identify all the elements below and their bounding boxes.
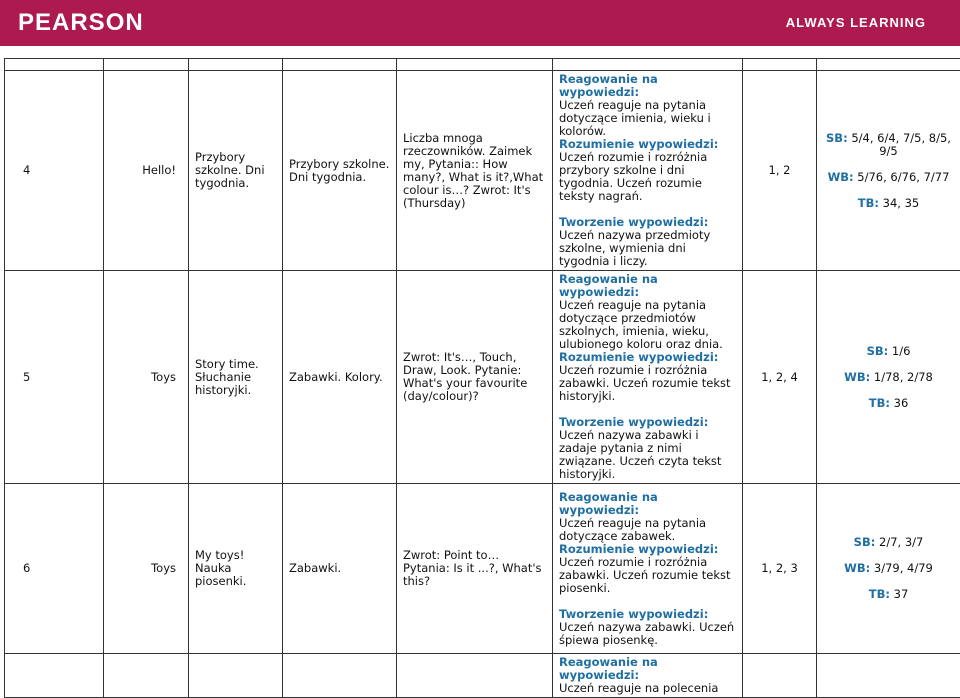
lesson-title: Toys	[104, 271, 189, 484]
requirement-label: Rozumienie wypowiedzi:	[559, 351, 736, 364]
requirement-label: Reagowanie na wypowiedzi:	[559, 656, 736, 682]
lesson-topic: My toys! Nauka piosenki.	[189, 484, 283, 654]
lesson-vocabulary: Zabawki. Kolory.	[283, 271, 397, 484]
lesson-requirements	[553, 484, 743, 654]
lesson-plan-table	[4, 58, 960, 698]
lesson-vocabulary: Zabawki.	[283, 484, 397, 654]
header-tagline: ALWAYS LEARNING	[786, 15, 926, 31]
requirement-label: Tworzenie wypowiedzi:	[559, 607, 708, 621]
requirement-text: Uczeń reaguje na pytania dotyczące zabawek.	[559, 517, 736, 543]
tb-pages: 37	[894, 587, 909, 601]
requirement-label: Tworzenie wypowiedzi:	[559, 215, 708, 229]
lesson-skills: 1, 2, 4	[743, 271, 817, 484]
lesson-references: SB: 5/4, 6/4, 7/5, 8/5, 9/5 WB: 5/76, 6/76, 7/77 TB: 34, 35	[817, 71, 960, 271]
sb-label: SB	[867, 344, 884, 358]
requirement-label: Reagowanie na wypowiedzi:	[559, 491, 736, 517]
table-row	[5, 71, 960, 271]
wb-label: WB	[844, 561, 865, 575]
tb-pages: 34, 35	[883, 196, 920, 210]
requirement-label: Reagowanie na wypowiedzi:	[559, 73, 736, 99]
tb-label: TB	[869, 396, 886, 410]
table-row	[5, 484, 960, 654]
sb-pages: 5/4, 6/4, 7/5, 8/5, 9/5	[851, 131, 951, 158]
requirement-text: Uczeń reaguje na pytania dotyczące przedmiotów szkolnych, imienia, wieku, ulubionego koloru oraz dnia.	[559, 299, 736, 351]
lesson-requirements	[553, 654, 743, 698]
requirement-text: Uczeń rozumie i rozróżnia zabawki. Uczeń rozumie tekst historyjki.	[559, 364, 736, 403]
requirement-label: Rozumienie wypowiedzi:	[559, 543, 736, 556]
lesson-skills: 1, 2	[743, 71, 817, 271]
sb-label: SB	[826, 131, 843, 145]
lesson-references: SB: 2/7, 3/7 WB: 3/79, 4/79 TB: 37	[817, 484, 960, 654]
wb-pages: 3/79, 4/79	[874, 561, 933, 575]
requirement-text: Uczeń rozumie i rozróżnia zabawki. Uczeń rozumie tekst piosenki.	[559, 556, 736, 595]
table-row-partial-top	[5, 59, 960, 71]
wb-label: WB	[828, 170, 849, 184]
table-row	[5, 271, 960, 484]
requirement-text: Uczeń nazywa zabawki i zadaje pytania z nimi związane. Uczeń czyta tekst historyjki.	[559, 428, 721, 481]
lesson-title: Hello!	[104, 71, 189, 271]
requirement-text: Uczeń rozumie i rozróżnia przybory szkolne i dni tygodnia. Uczeń rozumie teksty nagrań.	[559, 151, 736, 203]
requirement-text: Uczeń reaguje na pytania dotyczące imienia, wieku i kolorów.	[559, 99, 736, 138]
wb-pages: 1/78, 2/78	[874, 370, 933, 384]
lesson-requirements	[553, 71, 743, 271]
lesson-skills: 1, 2, 3	[743, 484, 817, 654]
sb-label: SB	[854, 535, 871, 549]
lesson-topic: Przybory szkolne. Dni tygodnia.	[189, 71, 283, 271]
sb-pages: 1/6	[892, 344, 911, 358]
pearson-logo: PEARSON	[18, 9, 144, 37]
requirement-text: Uczeń nazywa przedmioty szkolne, wymienia dni tygodnia i liczy.	[559, 228, 710, 268]
requirement-text: Uczeń nazywa zabawki. Uczeń śpiewa piosenkę.	[559, 620, 734, 647]
lesson-number: 4	[5, 71, 104, 271]
lesson-structures: Zwrot: It's…, Touch, Draw, Look. Pytanie: What's your favourite (day/colour)?	[397, 271, 553, 484]
sb-pages: 2/7, 3/7	[879, 535, 923, 549]
table-row-partial-bottom	[5, 654, 960, 698]
lesson-structures: Zwrot: Point to… Pytania: Is it ...?, What's this?	[397, 484, 553, 654]
lesson-number: 5	[5, 271, 104, 484]
lesson-topic: Story time. Słuchanie historyjki.	[189, 271, 283, 484]
tb-label: TB	[858, 196, 875, 210]
lesson-references: SB: 1/6 WB: 1/78, 2/78 TB: 36	[817, 271, 960, 484]
lesson-structures: Liczba mnoga rzeczowników. Zaimek my, Pytania:: How many?, What is it?,What colour is…? Zwrot: It's (Thursday)	[397, 71, 553, 271]
lesson-title: Toys	[104, 484, 189, 654]
requirement-label: Tworzenie wypowiedzi:	[559, 415, 708, 429]
requirement-label: Rozumienie wypowiedzi:	[559, 138, 736, 151]
tb-pages: 36	[894, 396, 909, 410]
lesson-number: 6	[5, 484, 104, 654]
lesson-vocabulary: Przybory szkolne. Dni tygodnia.	[283, 71, 397, 271]
requirement-label: Reagowanie na wypowiedzi:	[559, 273, 736, 299]
requirement-text: Uczeń reaguje na polecenia	[559, 682, 736, 695]
tb-label: TB	[869, 587, 886, 601]
wb-pages: 5/76, 6/76, 7/77	[857, 170, 949, 184]
pearson-header-bar	[0, 0, 960, 46]
lesson-requirements	[553, 271, 743, 484]
wb-label: WB	[844, 370, 865, 384]
